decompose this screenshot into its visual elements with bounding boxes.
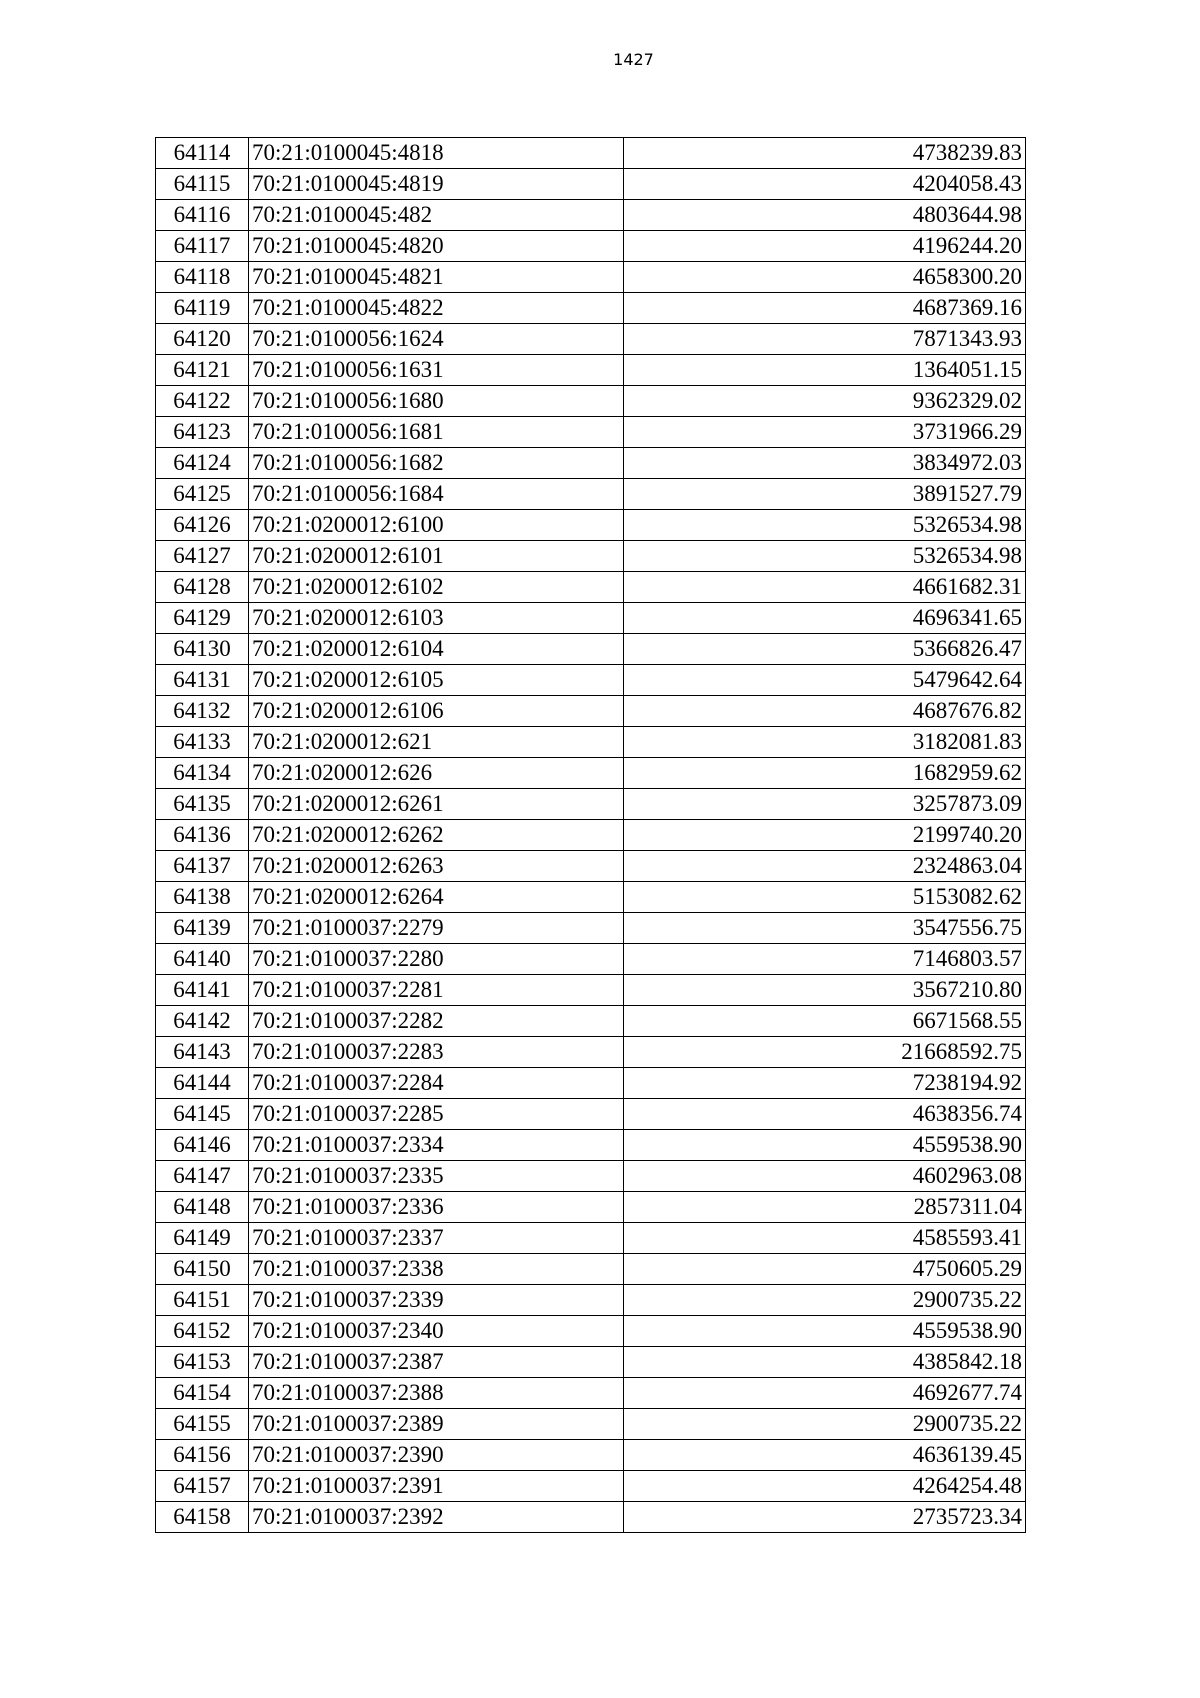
cadastral-number-cell: 70:21:0100037:2340 — [249, 1316, 624, 1347]
table-row — [156, 293, 1026, 324]
value-cell: 4559538.90 — [624, 1130, 1026, 1161]
cadastral-number-cell: 70:21:0200012:6105 — [249, 665, 624, 696]
row-number-cell: 64148 — [156, 1192, 249, 1223]
row-number-cell: 64131 — [156, 665, 249, 696]
row-number-cell: 64137 — [156, 851, 249, 882]
row-number-cell: 64119 — [156, 293, 249, 324]
value-cell: 4658300.20 — [624, 262, 1026, 293]
cadastral-number-cell: 70:21:0100056:1684 — [249, 479, 624, 510]
table-row — [156, 1099, 1026, 1130]
cadastral-number-cell: 70:21:0200012:6261 — [249, 789, 624, 820]
cadastral-number-cell: 70:21:0100037:2392 — [249, 1502, 624, 1533]
value-cell: 21668592.75 — [624, 1037, 1026, 1068]
value-cell: 2735723.34 — [624, 1502, 1026, 1533]
value-cell: 5153082.62 — [624, 882, 1026, 913]
value-cell: 2199740.20 — [624, 820, 1026, 851]
row-number-cell: 64153 — [156, 1347, 249, 1378]
cadastral-number-cell: 70:21:0200012:6263 — [249, 851, 624, 882]
cadastral-number-cell: 70:21:0100037:2391 — [249, 1471, 624, 1502]
cadastral-number-cell: 70:21:0100037:2337 — [249, 1223, 624, 1254]
row-number-cell: 64122 — [156, 386, 249, 417]
table-row — [156, 1316, 1026, 1347]
cadastral-number-cell: 70:21:0200012:6262 — [249, 820, 624, 851]
row-number-cell: 64125 — [156, 479, 249, 510]
cadastral-number-cell: 70:21:0100037:2285 — [249, 1099, 624, 1130]
cadastral-number-cell: 70:21:0100045:4819 — [249, 169, 624, 200]
value-cell: 1682959.62 — [624, 758, 1026, 789]
row-number-cell: 64152 — [156, 1316, 249, 1347]
table-row — [156, 1068, 1026, 1099]
value-cell: 4559538.90 — [624, 1316, 1026, 1347]
value-cell: 4196244.20 — [624, 231, 1026, 262]
value-cell: 5366826.47 — [624, 634, 1026, 665]
table-row — [156, 603, 1026, 634]
cadastral-number-cell: 70:21:0100037:2339 — [249, 1285, 624, 1316]
row-number-cell: 64144 — [156, 1068, 249, 1099]
table-row — [156, 975, 1026, 1006]
cadastral-number-cell: 70:21:0100037:2282 — [249, 1006, 624, 1037]
cadastral-number-cell: 70:21:0200012:6103 — [249, 603, 624, 634]
row-number-cell: 64140 — [156, 944, 249, 975]
table-row — [156, 1347, 1026, 1378]
table-row — [156, 541, 1026, 572]
table-row — [156, 696, 1026, 727]
table-row — [156, 944, 1026, 975]
table-row — [156, 572, 1026, 603]
cadastral-number-cell: 70:21:0100037:2283 — [249, 1037, 624, 1068]
table-row — [156, 231, 1026, 262]
table-row — [156, 727, 1026, 758]
row-number-cell: 64132 — [156, 696, 249, 727]
row-number-cell: 64149 — [156, 1223, 249, 1254]
row-number-cell: 64139 — [156, 913, 249, 944]
cadastral-number-cell: 70:21:0100037:2390 — [249, 1440, 624, 1471]
table-row — [156, 262, 1026, 293]
value-cell: 5326534.98 — [624, 541, 1026, 572]
table-row — [156, 138, 1026, 169]
table-row — [156, 789, 1026, 820]
row-number-cell: 64118 — [156, 262, 249, 293]
table-row — [156, 1502, 1026, 1533]
cadastral-number-cell: 70:21:0100037:2334 — [249, 1130, 624, 1161]
cadastral-number-cell: 70:21:0100045:4818 — [249, 138, 624, 169]
table-row — [156, 634, 1026, 665]
table-row — [156, 913, 1026, 944]
row-number-cell: 64138 — [156, 882, 249, 913]
value-cell: 4692677.74 — [624, 1378, 1026, 1409]
table-row — [156, 324, 1026, 355]
cadastral-number-cell: 70:21:0100037:2335 — [249, 1161, 624, 1192]
cadastral-number-cell: 70:21:0100037:2336 — [249, 1192, 624, 1223]
row-number-cell: 64123 — [156, 417, 249, 448]
table-row — [156, 820, 1026, 851]
cadastral-number-cell: 70:21:0100056:1682 — [249, 448, 624, 479]
value-cell: 7146803.57 — [624, 944, 1026, 975]
value-cell: 4696341.65 — [624, 603, 1026, 634]
value-cell: 4638356.74 — [624, 1099, 1026, 1130]
row-number-cell: 64120 — [156, 324, 249, 355]
table-row — [156, 1409, 1026, 1440]
cadastral-number-cell: 70:21:0100056:1631 — [249, 355, 624, 386]
cadastral-number-cell: 70:21:0100037:2280 — [249, 944, 624, 975]
table-row — [156, 417, 1026, 448]
row-number-cell: 64141 — [156, 975, 249, 1006]
cadastral-number-cell: 70:21:0200012:6101 — [249, 541, 624, 572]
table-row — [156, 1471, 1026, 1502]
cadastral-number-cell: 70:21:0100037:2281 — [249, 975, 624, 1006]
row-number-cell: 64116 — [156, 200, 249, 231]
cadastral-number-cell: 70:21:0100037:2389 — [249, 1409, 624, 1440]
cadastral-number-cell: 70:21:0100056:1681 — [249, 417, 624, 448]
table-body — [156, 138, 1026, 1533]
cadastral-number-cell: 70:21:0200012:6264 — [249, 882, 624, 913]
cadastral-number-cell: 70:21:0100037:2388 — [249, 1378, 624, 1409]
row-number-cell: 64135 — [156, 789, 249, 820]
table-row — [156, 882, 1026, 913]
value-cell: 4803644.98 — [624, 200, 1026, 231]
table-row — [156, 758, 1026, 789]
cadastral-number-cell: 70:21:0100045:482 — [249, 200, 624, 231]
data-table — [155, 137, 1026, 1533]
row-number-cell: 64127 — [156, 541, 249, 572]
value-cell: 6671568.55 — [624, 1006, 1026, 1037]
table-row — [156, 851, 1026, 882]
table-row — [156, 1161, 1026, 1192]
value-cell: 5479642.64 — [624, 665, 1026, 696]
table-row — [156, 479, 1026, 510]
table-row — [156, 1006, 1026, 1037]
row-number-cell: 64147 — [156, 1161, 249, 1192]
table-row — [156, 1440, 1026, 1471]
value-cell: 4738239.83 — [624, 138, 1026, 169]
row-number-cell: 64124 — [156, 448, 249, 479]
table-row — [156, 1037, 1026, 1068]
cadastral-number-cell: 70:21:0200012:626 — [249, 758, 624, 789]
value-cell: 2900735.22 — [624, 1285, 1026, 1316]
value-cell: 2324863.04 — [624, 851, 1026, 882]
cadastral-number-cell: 70:21:0100056:1624 — [249, 324, 624, 355]
value-cell: 3182081.83 — [624, 727, 1026, 758]
cadastral-number-cell: 70:21:0200012:6102 — [249, 572, 624, 603]
value-cell: 4636139.45 — [624, 1440, 1026, 1471]
cadastral-number-cell: 70:21:0100045:4820 — [249, 231, 624, 262]
cadastral-number-cell: 70:21:0100037:2338 — [249, 1254, 624, 1285]
cadastral-number-cell: 70:21:0100037:2279 — [249, 913, 624, 944]
value-cell: 3257873.09 — [624, 789, 1026, 820]
page-number: 1427 — [613, 50, 654, 69]
value-cell: 7238194.92 — [624, 1068, 1026, 1099]
row-number-cell: 64136 — [156, 820, 249, 851]
row-number-cell: 64151 — [156, 1285, 249, 1316]
value-cell: 1364051.15 — [624, 355, 1026, 386]
value-cell: 4264254.48 — [624, 1471, 1026, 1502]
table-row — [156, 665, 1026, 696]
row-number-cell: 64158 — [156, 1502, 249, 1533]
row-number-cell: 64143 — [156, 1037, 249, 1068]
table-row — [156, 1223, 1026, 1254]
value-cell: 5326534.98 — [624, 510, 1026, 541]
value-cell: 3834972.03 — [624, 448, 1026, 479]
row-number-cell: 64128 — [156, 572, 249, 603]
cadastral-number-cell: 70:21:0100037:2387 — [249, 1347, 624, 1378]
table-row — [156, 200, 1026, 231]
cadastral-number-cell: 70:21:0200012:6106 — [249, 696, 624, 727]
value-cell: 4687676.82 — [624, 696, 1026, 727]
value-cell: 4602963.08 — [624, 1161, 1026, 1192]
value-cell: 3567210.80 — [624, 975, 1026, 1006]
row-number-cell: 64146 — [156, 1130, 249, 1161]
row-number-cell: 64150 — [156, 1254, 249, 1285]
value-cell: 4750605.29 — [624, 1254, 1026, 1285]
value-cell: 4585593.41 — [624, 1223, 1026, 1254]
table-row — [156, 355, 1026, 386]
table-row — [156, 1192, 1026, 1223]
value-cell: 4661682.31 — [624, 572, 1026, 603]
table-row — [156, 1130, 1026, 1161]
row-number-cell: 64121 — [156, 355, 249, 386]
row-number-cell: 64130 — [156, 634, 249, 665]
table-row — [156, 386, 1026, 417]
table-row — [156, 1378, 1026, 1409]
row-number-cell: 64145 — [156, 1099, 249, 1130]
row-number-cell: 64142 — [156, 1006, 249, 1037]
cadastral-number-cell: 70:21:0200012:6100 — [249, 510, 624, 541]
cadastral-number-cell: 70:21:0200012:621 — [249, 727, 624, 758]
table-row — [156, 448, 1026, 479]
row-number-cell: 64157 — [156, 1471, 249, 1502]
cadastral-number-cell: 70:21:0100045:4822 — [249, 293, 624, 324]
row-number-cell: 64133 — [156, 727, 249, 758]
row-number-cell: 64117 — [156, 231, 249, 262]
value-cell: 3891527.79 — [624, 479, 1026, 510]
table-row — [156, 1254, 1026, 1285]
value-cell: 4687369.16 — [624, 293, 1026, 324]
row-number-cell: 64115 — [156, 169, 249, 200]
value-cell: 7871343.93 — [624, 324, 1026, 355]
value-cell: 4204058.43 — [624, 169, 1026, 200]
table-row — [156, 510, 1026, 541]
value-cell: 2857311.04 — [624, 1192, 1026, 1223]
table-row — [156, 169, 1026, 200]
row-number-cell: 64154 — [156, 1378, 249, 1409]
cadastral-number-cell: 70:21:0200012:6104 — [249, 634, 624, 665]
cadastral-number-cell: 70:21:0100056:1680 — [249, 386, 624, 417]
row-number-cell: 64155 — [156, 1409, 249, 1440]
value-cell: 4385842.18 — [624, 1347, 1026, 1378]
cadastral-number-cell: 70:21:0100045:4821 — [249, 262, 624, 293]
row-number-cell: 64114 — [156, 138, 249, 169]
row-number-cell: 64129 — [156, 603, 249, 634]
row-number-cell: 64126 — [156, 510, 249, 541]
cadastral-number-cell: 70:21:0100037:2284 — [249, 1068, 624, 1099]
row-number-cell: 64134 — [156, 758, 249, 789]
value-cell: 3731966.29 — [624, 417, 1026, 448]
table-row — [156, 1285, 1026, 1316]
value-cell: 9362329.02 — [624, 386, 1026, 417]
value-cell: 3547556.75 — [624, 913, 1026, 944]
row-number-cell: 64156 — [156, 1440, 249, 1471]
value-cell: 2900735.22 — [624, 1409, 1026, 1440]
